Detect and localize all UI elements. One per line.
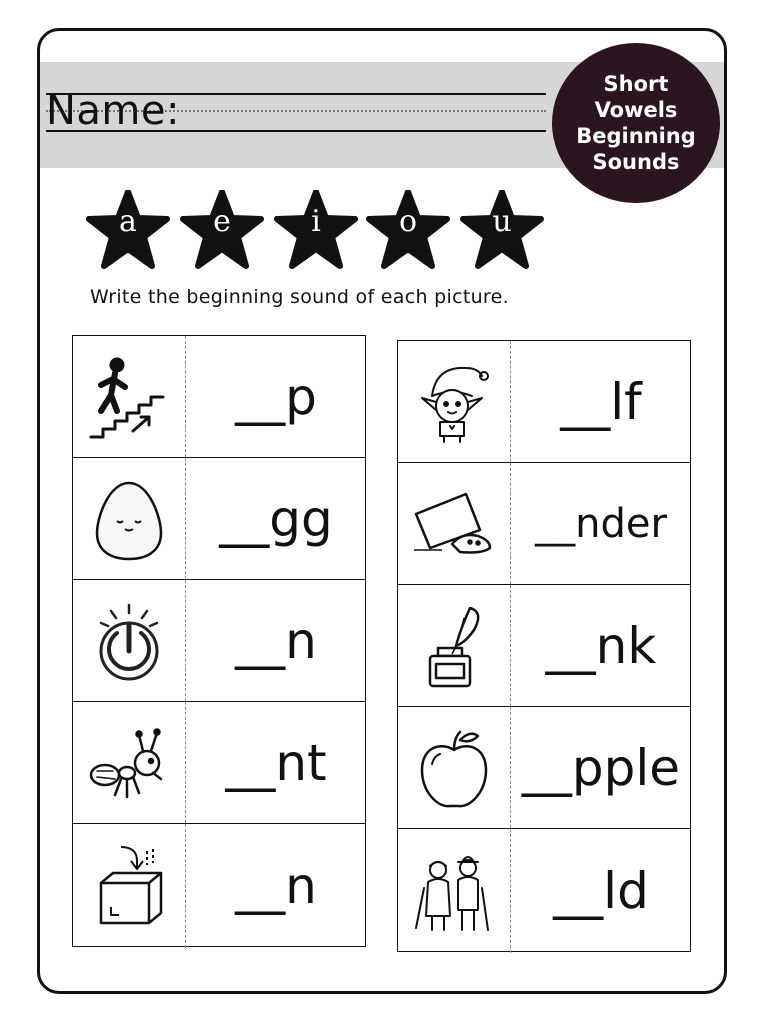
cell-divider <box>185 336 186 457</box>
right-word-grid <box>397 340 691 952</box>
cell-divider <box>510 463 511 584</box>
word-blank: __gg <box>219 489 333 548</box>
vowel-star-u <box>460 190 544 270</box>
left-word-grid <box>72 335 366 947</box>
ink-bottle-icon <box>408 596 500 696</box>
word-row <box>73 580 365 702</box>
word-row <box>398 585 690 707</box>
cell-divider <box>185 580 186 701</box>
word-blank: __nt <box>225 733 327 792</box>
word-blank: __n <box>235 857 317 915</box>
cell-divider <box>510 707 511 828</box>
word-blank: __p <box>235 367 317 426</box>
word-row <box>398 829 690 953</box>
word-blank: __pple <box>521 738 681 797</box>
cell-divider <box>510 829 511 953</box>
word-blank: __nder <box>535 500 667 547</box>
vowel-letter: u <box>492 204 512 239</box>
vowel-letter: o <box>398 204 418 239</box>
vowel-star-e <box>180 190 264 270</box>
climbing-stairs-icon <box>83 347 175 447</box>
cell-divider <box>510 341 511 462</box>
cell-divider <box>510 585 511 706</box>
vowel-letter: a <box>119 204 137 239</box>
under-box-icon <box>408 474 500 574</box>
power-button-icon <box>83 591 175 691</box>
vowel-star-a <box>86 190 170 270</box>
instruction-text: Write the beginning sound of each picture. <box>90 286 509 308</box>
name-label: Name: <box>46 88 180 134</box>
word-blank: __ld <box>553 862 649 920</box>
vowel-letter: i <box>311 204 321 239</box>
word-row <box>73 824 365 948</box>
word-blank: __n <box>235 611 317 670</box>
word-row <box>73 702 365 824</box>
cell-divider <box>185 824 186 948</box>
word-row <box>398 341 690 463</box>
vowel-star-i <box>274 190 358 270</box>
cell-divider <box>185 458 186 579</box>
elf-icon <box>408 352 500 452</box>
word-row <box>398 463 690 585</box>
word-row <box>73 336 365 458</box>
box-in-icon <box>83 835 175 935</box>
word-row <box>398 707 690 829</box>
badge-text: Short Vowels Beginning Sounds <box>576 72 696 174</box>
title-badge <box>552 43 720 203</box>
vowel-letter: e <box>213 204 231 239</box>
word-row <box>73 458 365 580</box>
word-blank: __lf <box>560 372 642 431</box>
apple-icon <box>408 718 500 818</box>
old-couple-icon <box>408 840 500 940</box>
ant-icon <box>83 713 175 813</box>
word-blank: __nk <box>545 616 657 675</box>
egg-icon <box>83 469 175 569</box>
vowel-star-o <box>366 190 450 270</box>
cell-divider <box>185 702 186 823</box>
